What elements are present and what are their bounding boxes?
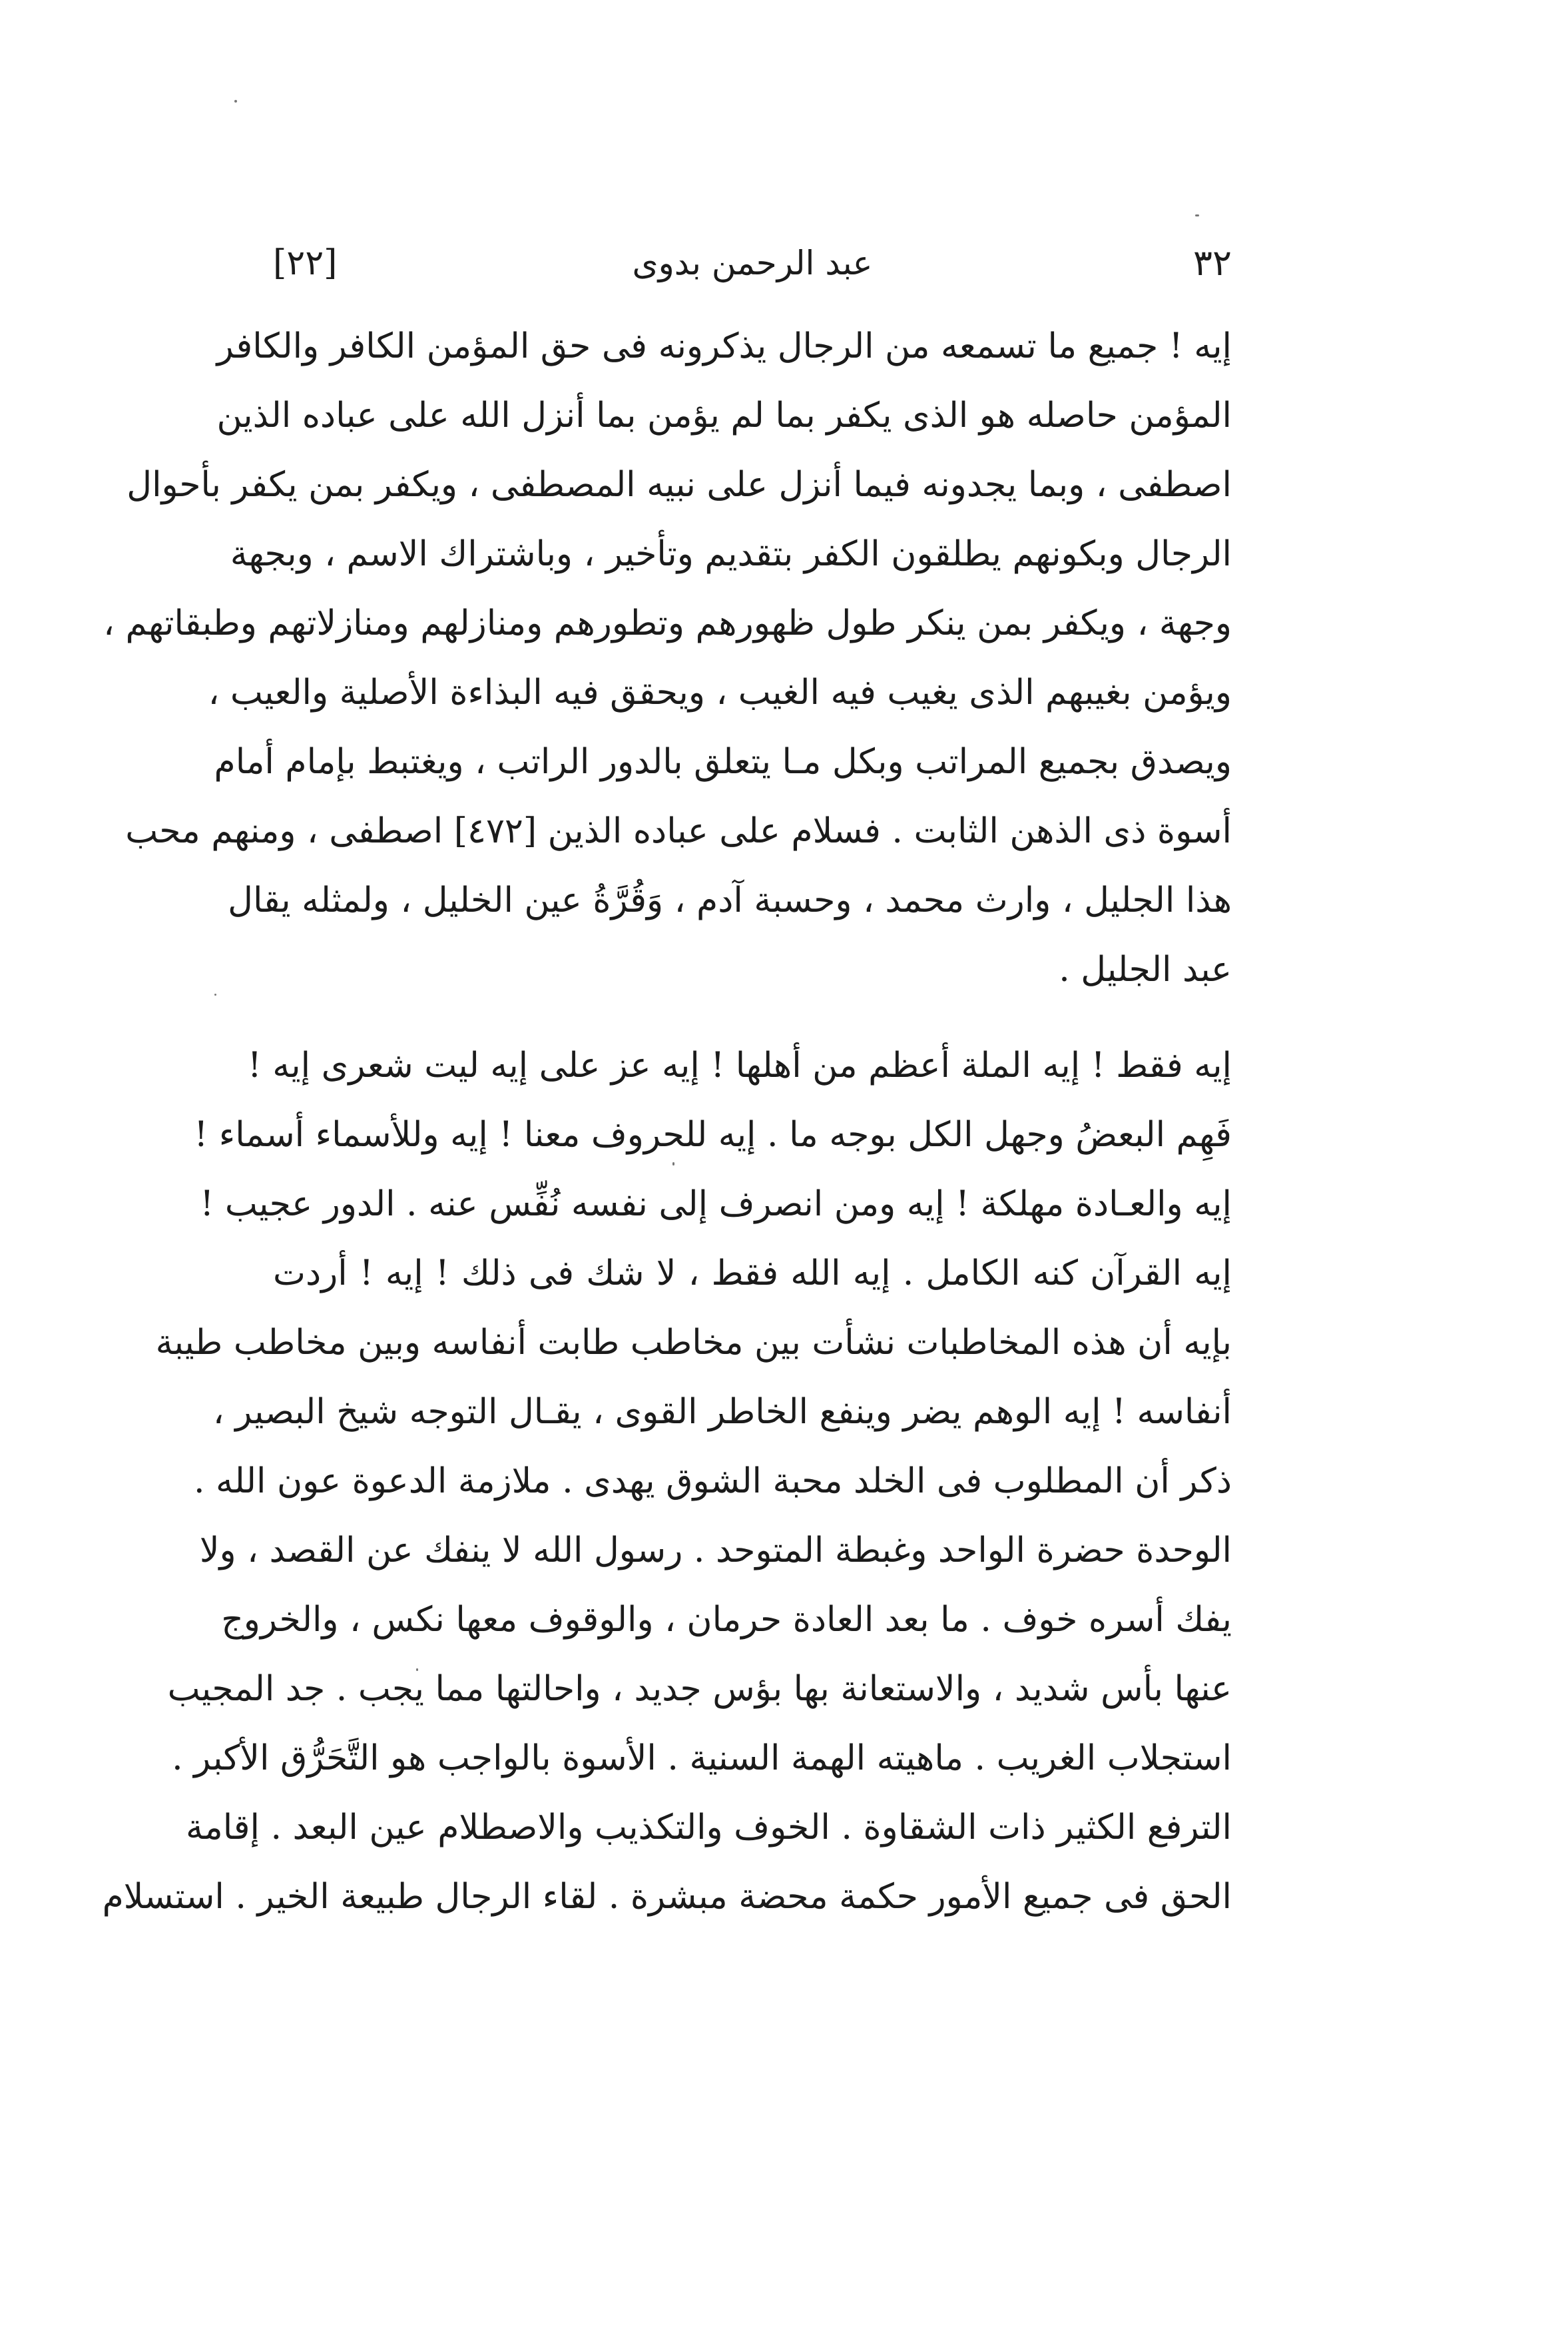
text-line: المؤمن حاصله هو الذى يكفر بما لم يؤمن بما أنزل الله على عباده الذين	[216, 396, 1232, 436]
text-line: فَهِم البعضُ وجهل الكل بوجه ما . إيه للحروف معنا ! إيه وللأسماء أسماء !	[194, 1115, 1232, 1155]
paragraph	[103, 312, 1232, 1004]
text-line: أنفاسه ! إيه الوهم يضر وينفع الخاطر القوى ، يقـال التوجه شيخ البصير ،	[212, 1392, 1232, 1432]
section-mark: [٢٢]	[273, 243, 338, 283]
text-line: إيه القرآن كنه الكامل . إيه الله فقط ، لا شك فى ذلك ! إيه ! أردت	[273, 1253, 1232, 1293]
paragraph	[102, 1031, 1232, 1931]
text-line: وجهة ، ويكفر بمن ينكر طول ظهورهم وتطورهم ومنازلهم ومنازلاتهم وطبقاتهم ،	[103, 603, 1232, 643]
text-line: إيه والعـادة مهلكة ! إيه ومن انصرف إلى نفسه نُفِّس عنه . الدور عجيب !	[200, 1184, 1232, 1224]
text-line: اصطفى ، وبما يجدونه فيما أنزل على نبيه المصطفى ، ويكفر بمن يكفر بأحوال	[127, 465, 1232, 505]
text-line: يفك أسره خوف . ما بعد العادة حرمان ، والوقوف معها نكس ، والخروج	[221, 1600, 1232, 1640]
text-line: الوحدة حضرة الواحد وغبطة المتوحد . رسول الله لا ينفك عن القصد ، ولا	[199, 1530, 1232, 1570]
scan-speck	[1195, 214, 1199, 216]
page-number: ٣٢	[1192, 242, 1232, 284]
text-line: إيه ! جميع ما تسمعه من الرجال يذكرونه فى حق المؤمن الكافر والكافر	[216, 326, 1232, 366]
page-header	[273, 236, 1232, 290]
text-line: إيه فقط ! إيه الملة أعظم من أهلها ! إيه عز على إيه ليت شعرى إيه !	[247, 1046, 1232, 1086]
text-line: هذا الجليل ، وارث محمد ، وحسبة آدم ، وَقُرَّةُ عين الخليل ، ولمثله يقال	[228, 880, 1232, 920]
scan-speck	[234, 100, 237, 103]
text-line: أسوة ذى الذهن الثابت . فسلام على عباده الذين [٤٧٢] اصطفى ، ومنهم محب	[125, 811, 1232, 851]
paragraph-gap	[273, 1004, 1232, 1031]
text-line: عبد الجليل .	[1059, 950, 1232, 990]
text-line: الرجال وبكونهم يطلقون الكفر بتقديم وتأخير ، وباشتراك الاسم ، وبجهة	[230, 534, 1232, 574]
text-line: عنها بأس شديد ، والاستعانة بها بؤس جديد ، واحالتها مما يجب . جد المجيب	[167, 1669, 1232, 1709]
text-line: ذكر أن المطلوب فى الخلد محبة الشوق يهدى . ملازمة الدعوة عون الله .	[193, 1461, 1232, 1501]
text-line: بإيه أن هذه المخاطبات نشأت بين مخاطب طابت أنفاسه وبين مخاطب طيبة	[155, 1323, 1232, 1363]
text-line: الترفع الكثير ذات الشقاوة . الخوف والتكذيب والاصطلام عين البعد . إقامة	[186, 1808, 1232, 1847]
text-line: استجلاب الغريب . ماهيته الهمة السنية . الأسوة بالواجب هو التَّحَرُّق الأكبر .	[172, 1738, 1232, 1778]
text-line: ويصدق بجميع المراتب وبكل مـا يتعلق بالدور الراتب ، ويغتبط بإمام أمام	[214, 742, 1232, 782]
running-head-author: عبد الرحمن بدوى	[632, 244, 873, 282]
body-text	[102, 312, 1232, 1931]
scan-speck	[214, 994, 216, 996]
text-line: الحق فى جميع الأمور حكمة محضة مبشرة . لقاء الرجال طبيعة الخير . استسلام	[102, 1877, 1232, 1917]
text-line: ويؤمن بغيبهم الذى يغيب فيه الغيب ، ويحقق فيه البذاءة الأصلية والعيب ،	[208, 673, 1232, 713]
